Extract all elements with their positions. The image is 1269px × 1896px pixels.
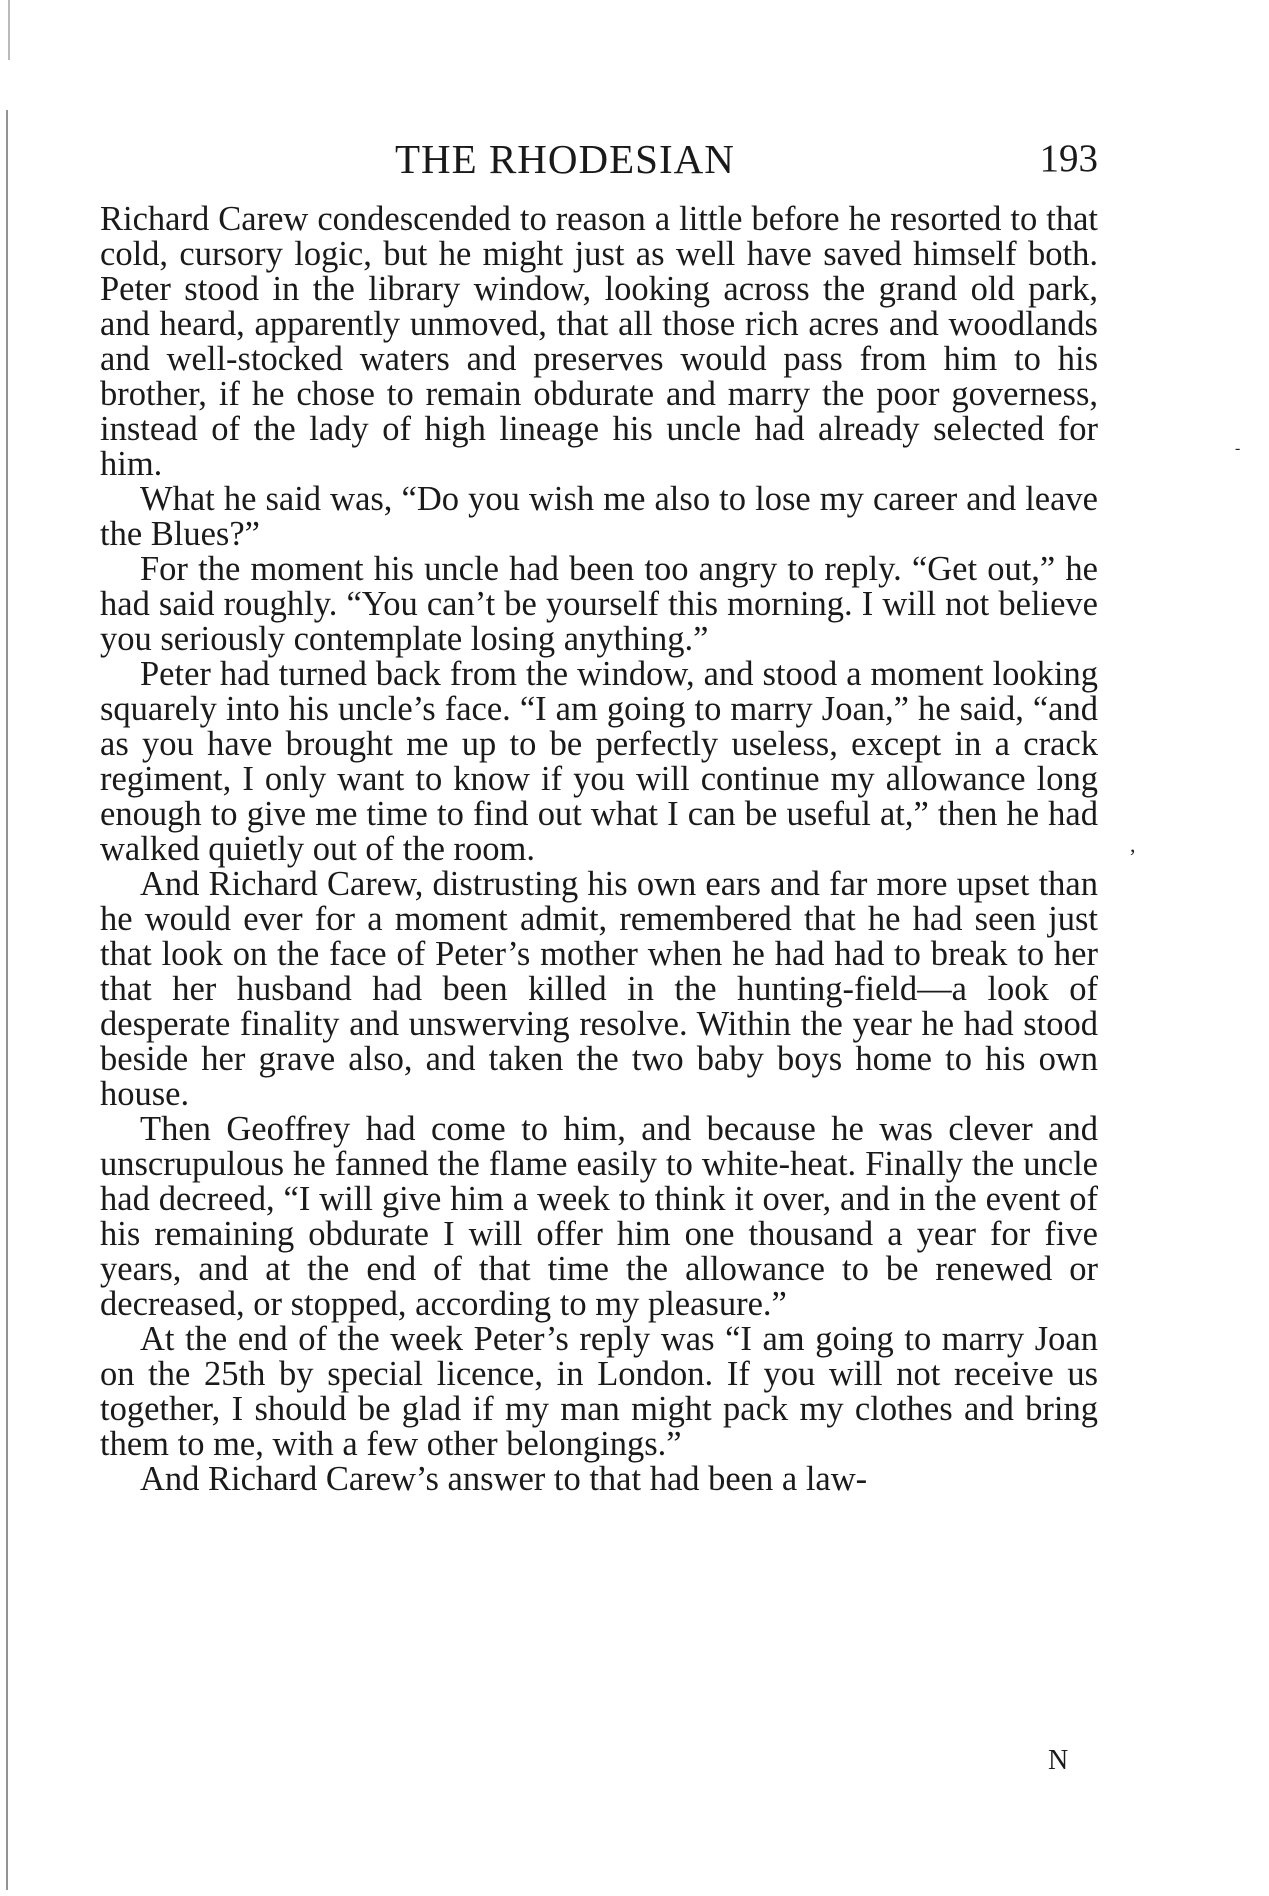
ink-speck: ,: [1130, 832, 1136, 857]
scan-edge-line-top: [8, 0, 10, 60]
paragraph: Then Geoffrey had come to him, and because he was clever and unscrupulous he fanned the flame easily to white-heat. Finally the uncle had decreed, “I will give him a week to think it over, and in the event of his remaining obdurate I will offer him one thousand a year for five years, and at the end of that time the allowance to be renewed or decreased, or stopped, according to my pleasure.”: [100, 1110, 1098, 1323]
ink-speck: -: [1235, 440, 1241, 457]
paragraph: For the moment his uncle had been too angry to reply. “Get out,” he had said roughly. “You can’t be yourself this morning. I will not believe you seriously contemplate losing anything.”: [100, 550, 1098, 658]
signature-mark: N: [1048, 1745, 1069, 1776]
paragraph: Richard Carew condescended to reason a little before he resorted to that cold, cursory logic, but he might just as well have saved himself both. Peter stood in the library window, looking across the grand old park, and heard, apparently unmoved, that all those rich acres and woodlands and well-stocked waters and preserves would pass from him to his brother, if he chose to remain obdurate and marry the poor governess, instead of the lady of high lineage his uncle had already selected for him.: [100, 200, 1098, 483]
running-title: THE RHODESIAN: [395, 136, 735, 182]
scan-edge-line: [6, 110, 8, 1890]
page-header: [100, 134, 1098, 184]
paragraph: And Richard Carew’s answer to that had been a law-: [140, 1460, 868, 1498]
page-number: 193: [1039, 137, 1098, 180]
body-text: [100, 202, 1098, 1497]
paragraph: And Richard Carew, distrusting his own ears and far more upset than he would ever for a moment admit, remembered that he had seen just that look on the face of Peter’s mother when he had had to break to her that her husband had been killed in the hunting-field—a look of desperate finality and unswerving resolve. Within the year he had stood beside her grave also, and taken the two baby boys home to his own house.: [100, 865, 1098, 1113]
paragraph: Peter had turned back from the window, and stood a moment looking squarely into his uncle’s face. “I am going to marry Joan,” he said, “and as you have brought me up to be perfectly useless, except in a crack regiment, I only want to know if you will continue my allowance long enough to give me time to find out what I can be useful at,” then he had walked quietly out of the room.: [100, 655, 1098, 868]
paragraph: At the end of the week Peter’s reply was “I am going to marry Joan on the 25th by special licence, in London. If you will not receive us together, I should be glad if my man might pack my clothes and bring them to me, with a few other belongings.”: [100, 1320, 1098, 1463]
paragraph: What he said was, “Do you wish me also to lose my career and leave the Blues?”: [100, 480, 1098, 553]
